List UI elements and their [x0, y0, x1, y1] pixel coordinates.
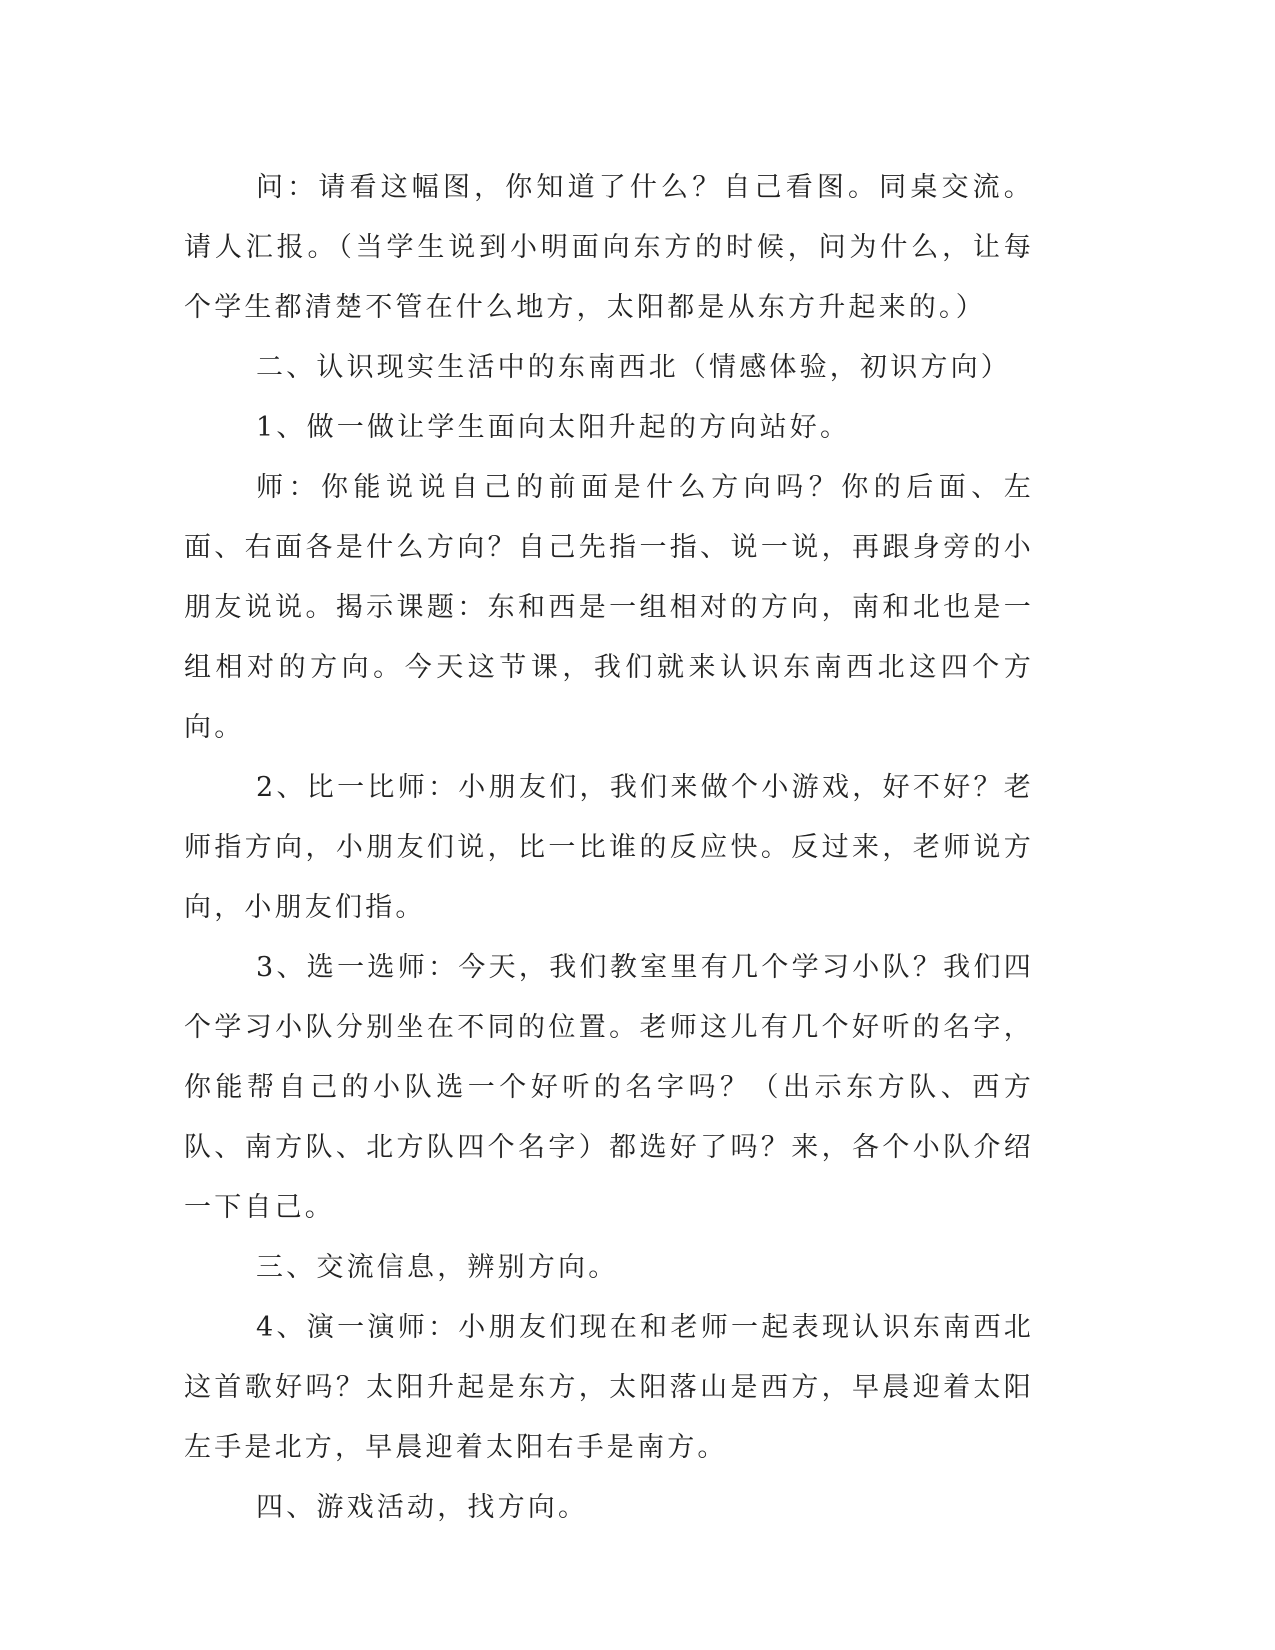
section-heading-3: 三、交流信息，辨别方向。 [256, 1252, 619, 1283]
paragraph-question: 问：请看这幅图，你知道了什么？自己看图。同桌交流。请人汇报。（当学生说到小明面向东方的时候，问为什么，让每个学生都清楚不管在什么地方，太阳都是从东方升起来的。） [184, 172, 1034, 323]
section-heading-2: 二、认识现实生活中的东南西北（情感体验，初识方向） [256, 352, 1011, 383]
paragraph-step-2: 2、比一比师：小朋友们，我们来做个小游戏，好不好？老师指方向，小朋友们说，比一比谁的反应快。反过来，老师说方向，小朋友们指。 [184, 772, 1034, 923]
paragraph-step-4: 4、演一演师：小朋友们现在和老师一起表现认识东南西北这首歌好吗？太阳升起是东方，太阳落山是西方，早晨迎着太阳左手是北方，早晨迎着太阳右手是南方。 [184, 1312, 1034, 1463]
document-page [184, 158, 1034, 1538]
section-heading-4: 四、游戏活动，找方向。 [256, 1492, 589, 1523]
paragraph-step-3: 3、选一选师：今天，我们教室里有几个学习小队？我们四个学习小队分别坐在不同的位置。老师这儿有几个好听的名字，你能帮自己的小队选一个好听的名字吗？（出示东方队、西方队、南方队、北方队四个名字）都选好了吗？来，各个小队介绍一下自己。 [184, 952, 1034, 1223]
paragraph-teacher-question: 师：你能说说自己的前面是什么方向吗？你的后面、左面、右面各是什么方向？自己先指一指、说一说，再跟身旁的小朋友说说。揭示课题：东和西是一组相对的方向，南和北也是一组相对的方向。今天这节课，我们就来认识东南西北这四个方向。 [184, 472, 1034, 743]
paragraph-step-1: 1、做一做让学生面向太阳升起的方向站好。 [256, 412, 851, 443]
